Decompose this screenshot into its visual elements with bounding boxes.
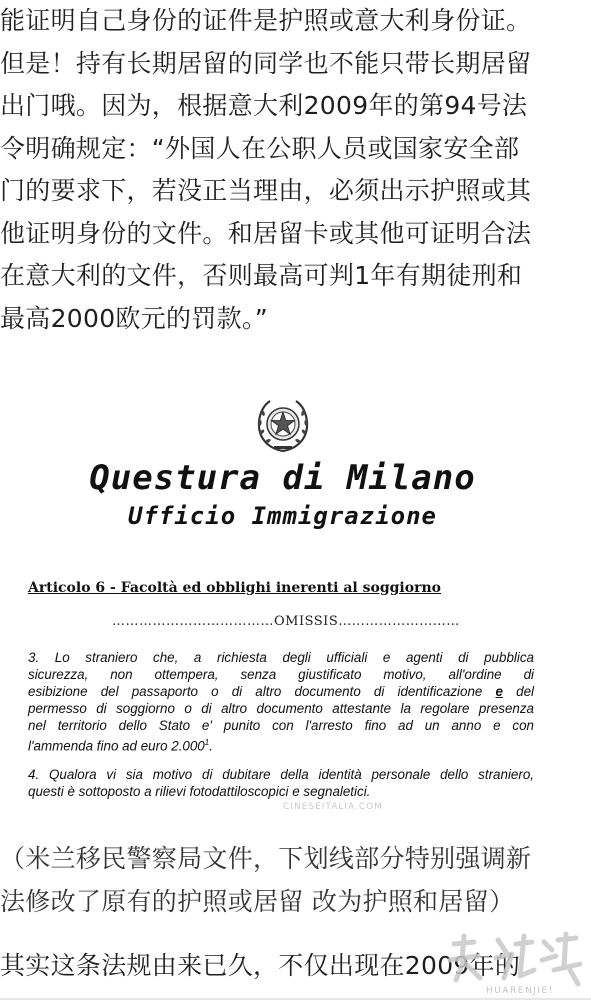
doc-line: sicurezza, non ottempera, senza giustificato motivo, all'ordine di — [28, 667, 534, 682]
text-line: 能证明自己身份的证件是护照或意大利身份证。 — [0, 6, 532, 35]
doc-line: 3. Lo straniero che, a richiesta degli ufficiali e agenti di pubblica — [28, 650, 534, 665]
doc-line: permesso di soggiorno o di altro documento attestante la regolare presenza — [28, 701, 534, 716]
text-line: 门的要求下，若没正当理由，必须出示护照或其 — [0, 176, 532, 205]
text-line: 他证明身份的文件。和居留卡或其他可证明合法 — [0, 218, 532, 248]
doc-line-part: . — [209, 738, 213, 754]
text-line: 但是！持有长期居留的同学也不能只带长期居留 — [0, 48, 532, 78]
document-article-heading: Articolo 6 - Facoltà ed obblighi inerenti al soggiorno — [28, 580, 441, 596]
document-paragraph-3 — [28, 649, 534, 754]
doc-line: nel territorio dello Stato e' punito con l'arresto fino ad un anno e con — [28, 718, 534, 733]
site-watermark-text: HUARENJIE! — [486, 986, 554, 996]
document-subtitle: Ufficio Immigrazione — [128, 502, 437, 530]
underlined-conjunction: e — [495, 684, 503, 699]
image-caption — [0, 838, 591, 923]
text-line: （米兰移民警察局文件，下划线部分特别强调新 — [0, 844, 532, 873]
document-title: Questura di Milano — [89, 458, 476, 498]
doc-line: 4. Qualora vi sia motivo di dubitare della identità personale dello straniero, — [28, 767, 534, 782]
document-paragraph-4 — [28, 766, 534, 800]
scanned-document-image[interactable] — [0, 388, 591, 818]
text-line: 其实这条法规由来已久，不仅出现在2009年的 — [0, 951, 521, 980]
article-paragraph-bottom — [0, 945, 591, 988]
document-omissis: ………………………………OMISSIS……………………… — [112, 614, 460, 629]
image-watermark: CINESEITALIA.COM — [283, 802, 384, 812]
italian-republic-emblem-icon — [254, 396, 312, 454]
doc-line-part: l'ammenda fino ad euro 2.000 — [28, 738, 205, 754]
article-paragraph-top — [0, 0, 591, 340]
doc-line — [28, 683, 534, 700]
text-line: 法修改了原有的护照或居留 改为护照和居留） — [0, 886, 515, 916]
text-line: 出门哦。因为，根据意大利2009年的第94号法 — [0, 91, 528, 120]
doc-line: questi è sottoposto a rilievi fotodattiloscopici e segnaletici. — [28, 784, 371, 799]
text-line: 最高2000欧元的罚款。” — [0, 303, 268, 333]
text-line: 令明确规定：“外国人在公职人员或国家安全部 — [0, 133, 520, 163]
doc-line-part: esibizione del passaporto o di altro documento di identificazione — [28, 684, 496, 699]
doc-line — [28, 734, 534, 754]
text-line: 在意大利的文件，否则最高可判1年有期徒刑和 — [0, 261, 523, 290]
footnote-marker: 1 — [204, 738, 210, 747]
doc-line-part: del — [502, 684, 534, 699]
